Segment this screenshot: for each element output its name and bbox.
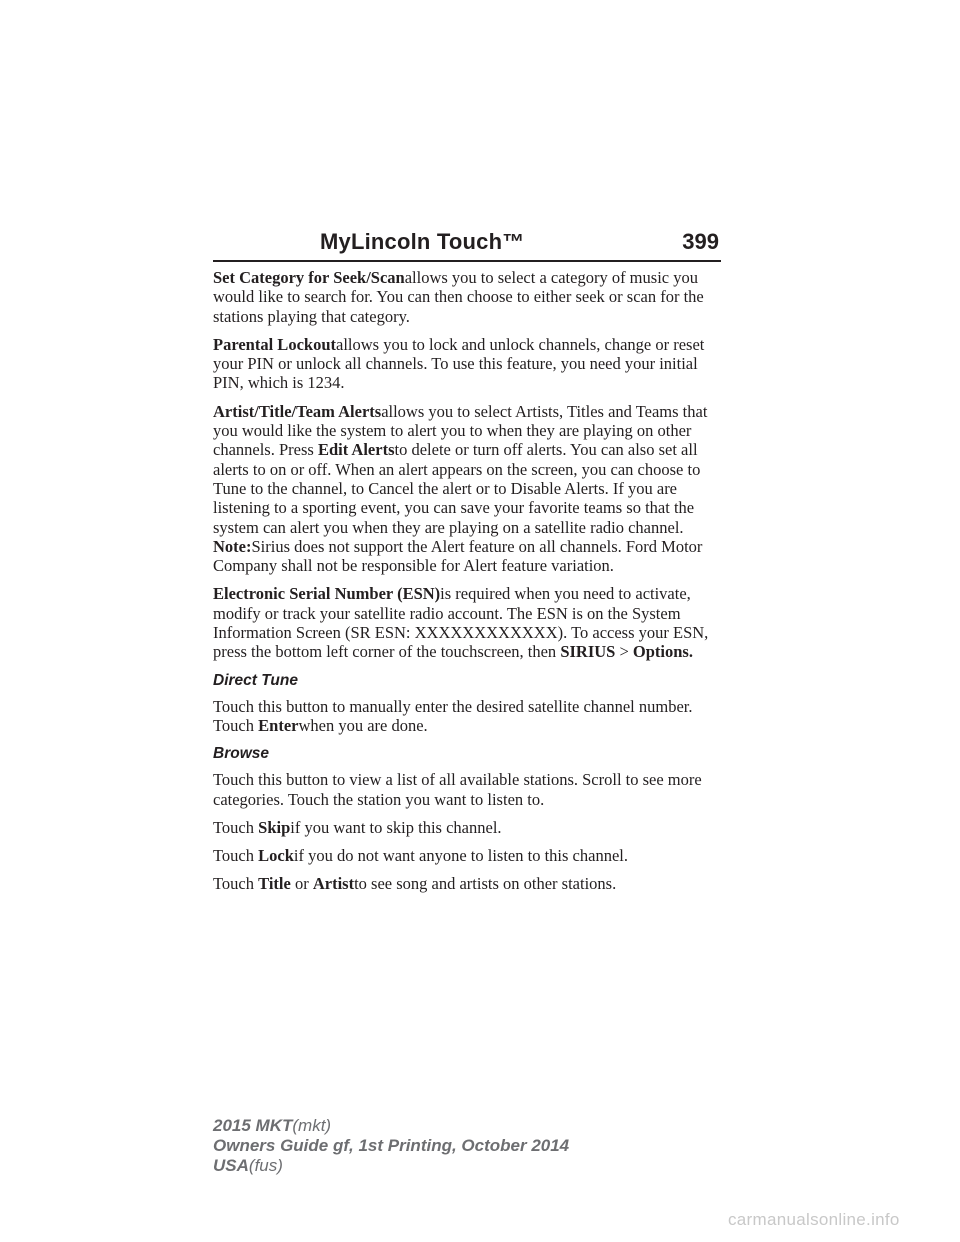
text-skip-pre: Touch xyxy=(213,817,259,837)
paragraph-parental-lockout xyxy=(213,335,723,393)
text-esn: is required when you need to activate, modify or track your satellite radio account. The ESN is on the System Information Screen (SR ESN: XXXXXXXXXXXX). To access your ESN, press the bottom left corner of the touchscreen, then xyxy=(213,584,709,662)
paragraph-note xyxy=(213,537,723,576)
footer-model: 2015 MKT xyxy=(213,1116,293,1135)
footer-region-code: (fus) xyxy=(248,1156,283,1175)
artist-label: Artist xyxy=(312,874,355,894)
term-esn: Electronic Serial Number (ESN) xyxy=(213,584,441,604)
paragraph-skip xyxy=(213,818,723,837)
paragraph-alerts xyxy=(213,402,723,537)
heading-direct-tune: Direct Tune xyxy=(213,671,298,689)
text-lock-post: if you do not want anyone to listen to this channel. xyxy=(293,846,628,866)
skip-label: Skip xyxy=(258,817,291,837)
text-alerts-1: allows you to select Artists, Titles and Teams that you would like the system to alert you to when they are playing on other channels. Press xyxy=(213,401,708,460)
page-footer xyxy=(213,1116,569,1176)
enter-label: Enter xyxy=(258,715,299,735)
page-number: 399 xyxy=(682,229,719,254)
section-title: MyLincoln Touch™ xyxy=(320,229,525,254)
edit-alerts-label: Edit Alerts xyxy=(317,440,395,460)
sirius-label: SIRIUS xyxy=(560,642,616,662)
footer-line-3 xyxy=(213,1156,569,1176)
text-skip-post: if you want to skip this channel. xyxy=(290,817,502,837)
options-label: Options. xyxy=(632,642,693,662)
lock-label: Lock xyxy=(258,846,294,866)
footer-line-1 xyxy=(213,1116,569,1136)
paragraph-esn xyxy=(213,584,723,661)
paragraph-lock xyxy=(213,846,723,865)
paragraph-seek-scan xyxy=(213,268,723,326)
title-label: Title xyxy=(258,874,291,894)
paragraph-browse: Touch this button to view a list of all available stations. Scroll to see more categories. Touch the station you want to listen to. xyxy=(213,770,702,809)
paragraph-title-artist xyxy=(213,874,723,893)
term-seek-scan: Set Category for Seek/Scan xyxy=(213,268,405,287)
term-parental-lockout: Parental Lockout xyxy=(213,334,336,354)
page-header xyxy=(213,228,721,262)
watermark-text: carmanualsonline.info xyxy=(728,1210,900,1229)
text-lock-pre: Touch xyxy=(213,846,259,866)
gt-symbol: > xyxy=(615,642,633,662)
text-direct-tune-2: when you are done. xyxy=(298,715,428,735)
paragraph-direct-tune xyxy=(213,697,723,736)
text-seek-scan: allows you to select a category of music you would like to search for. You can then choose to either seek or scan for the stations playing that category. xyxy=(213,268,704,326)
text-or: or xyxy=(290,874,313,894)
text-parental-lockout: allows you to lock and unlock channels, change or reset your PIN or unlock all channels. To use this feature, you need your initial PIN, which is 1234. xyxy=(213,334,705,393)
note-label: Note: xyxy=(213,536,252,556)
text-title-post: to see song and artists on other stations. xyxy=(354,874,617,894)
page-body xyxy=(213,268,723,903)
footer-model-code: (mkt) xyxy=(292,1116,332,1135)
heading-browse: Browse xyxy=(213,745,269,763)
text-title-pre: Touch xyxy=(213,874,259,894)
text-direct-tune-1: Touch this button to manually enter the desired satellite channel number. Touch xyxy=(213,696,693,735)
note-text: Sirius does not support the Alert feature on all channels. Ford Motor Company shall not be responsible for Alert feature variation. xyxy=(213,536,703,576)
text-alerts-2: to delete or turn off alerts. You can also set all alerts to on or off. When an alert appears on the screen, you can choose to Tune to the channel, to Cancel the alert or to Disable Alerts. If you are listening to a sporting event, you can save your favorite teams so that the system can alert you when they are playing on a satellite radio channel. xyxy=(213,440,701,537)
footer-region: USA xyxy=(213,1156,249,1175)
term-alerts: Artist/Title/Team Alerts xyxy=(213,401,382,421)
footer-line-2: Owners Guide gf, 1st Printing, October 2014 xyxy=(213,1136,570,1155)
